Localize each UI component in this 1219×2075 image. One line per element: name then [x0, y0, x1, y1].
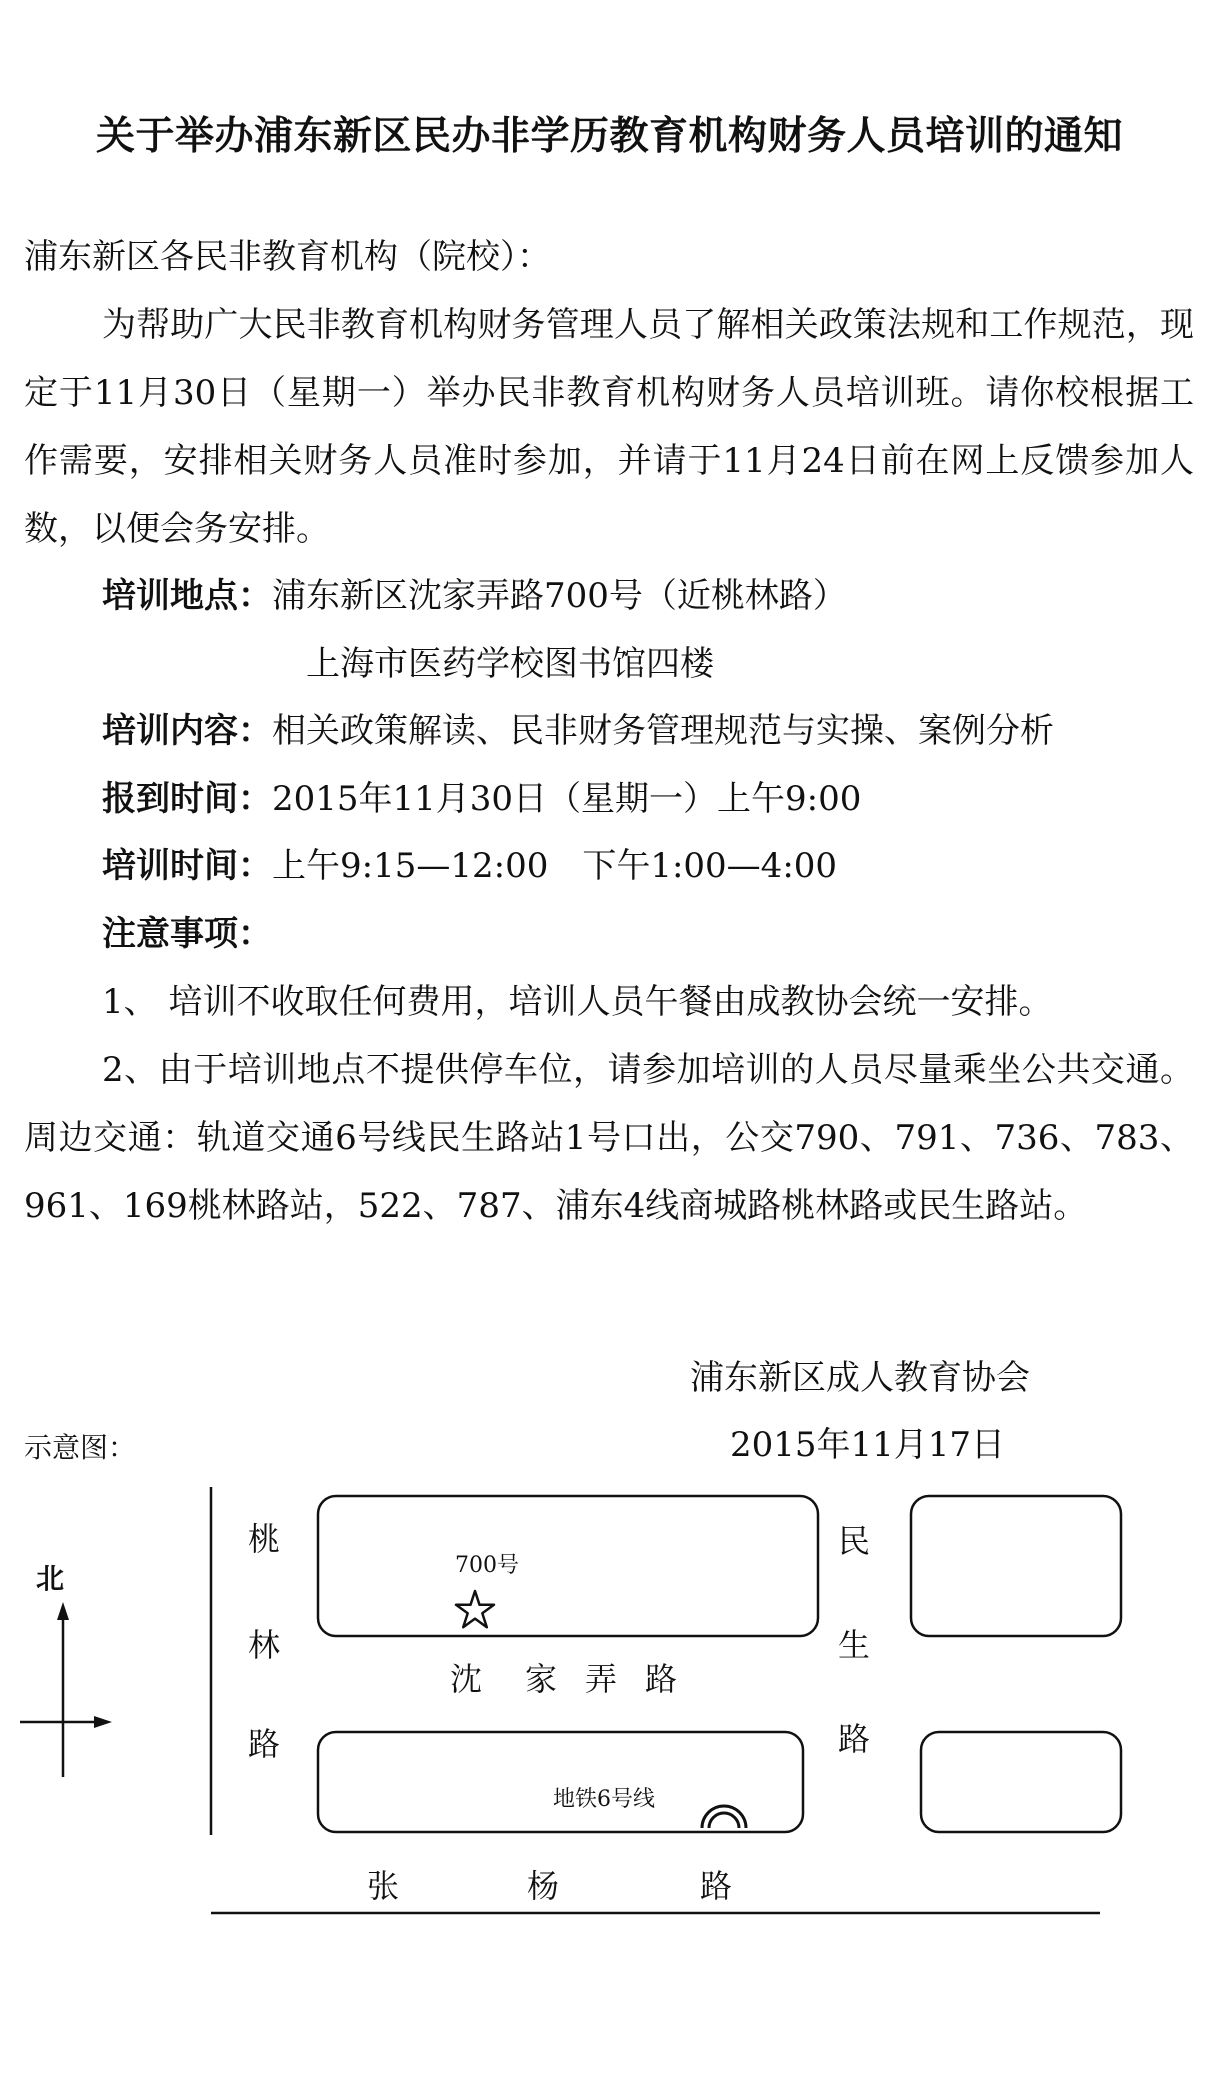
salutation: 浦东新区各民非教育机构（院校）： [24, 237, 551, 277]
signature-date: 2015年11月17日 [730, 1425, 1006, 1465]
taolin-road-char-1: 桃 [248, 1520, 281, 1558]
note-item-1: 1、 培训不收取任何费用，培训人员午餐由成教协会统一安排。 [102, 982, 1053, 1022]
shenjianong-road-char-4: 路 [645, 1660, 678, 1698]
document-title: 关于举办浦东新区民办非学历教育机构财务人员培训的通知 [95, 114, 1123, 159]
time-row [102, 832, 837, 900]
time-value: 上午9:15—12:00 下午1:00—4:00 [272, 846, 838, 886]
zhangyang-road-char-3: 路 [700, 1867, 733, 1905]
north-label: 北 [36, 1562, 65, 1595]
block-south [318, 1732, 803, 1832]
time-label: 培训时间： [102, 846, 272, 886]
zhangyang-road-char-2: 杨 [527, 1867, 560, 1905]
checkin-value: 2015年11月30日（星期一）上午9:00 [272, 779, 862, 819]
location-row [102, 562, 847, 630]
star-icon [456, 1591, 494, 1627]
signature-org: 浦东新区成人教育协会 [690, 1358, 1030, 1398]
location-value: 浦东新区沈家弄路700号（近桃林路） [272, 576, 847, 616]
location-map [0, 1460, 1219, 1930]
map-caption: 示意图： [24, 1431, 137, 1464]
content-value: 相关政策解读、民非财务管理规范与实操、案例分析 [272, 711, 1054, 751]
body-paragraph: 为帮助广大民非教育机构财务管理人员了解相关政策法规和工作规范，现定于11月30日（星期一）举办民非教育机构财务人员培训班。请你校根据工作需要，安排相关财务人员准时参加，并请于11月24日前在网上反馈参加人数，以便会务安排。 [24, 305, 1194, 549]
location-label: 培训地点： [102, 576, 272, 616]
checkin-label: 报到时间： [102, 779, 272, 819]
note-item-2: 2、由于培训地点不提供停车位，请参加培训的人员尽量乘坐公共交通。周边交通：轨道交通6号线民生路站1号口出，公交790、791、736、783、961、169桃林路站，522、787、浦东4线商城路桃林路或民生路站。 [24, 1050, 1195, 1226]
zhangyang-road-char-1: 张 [367, 1867, 400, 1905]
checkin-row [102, 765, 861, 833]
shenjianong-road-char-2: 家 [525, 1660, 558, 1698]
north-arrow-icon [20, 1602, 112, 1777]
location-value-line2: 上海市医药学校图书馆四楼 [306, 644, 714, 684]
shenjianong-road-char-1: 沈 [450, 1660, 483, 1698]
shenjianong-road-char-3: 弄 [585, 1660, 618, 1698]
taolin-road-char-3: 路 [248, 1725, 281, 1763]
content-label: 培训内容： [102, 711, 272, 751]
minsheng-road-char-2: 生 [838, 1626, 871, 1664]
notes-heading: 注意事项： [102, 914, 272, 954]
metro-line-label: 地铁6号线 [553, 1787, 655, 1812]
minsheng-road-char-3: 路 [838, 1720, 871, 1758]
metro-entrance-icon [702, 1806, 746, 1828]
building-700-label: 700号 [455, 1553, 519, 1578]
block-north [318, 1496, 818, 1636]
block-southeast [921, 1732, 1121, 1832]
content-row [102, 697, 1054, 765]
taolin-road-char-2: 林 [248, 1626, 281, 1664]
minsheng-road-char-1: 民 [838, 1522, 871, 1560]
block-northeast [911, 1496, 1121, 1636]
